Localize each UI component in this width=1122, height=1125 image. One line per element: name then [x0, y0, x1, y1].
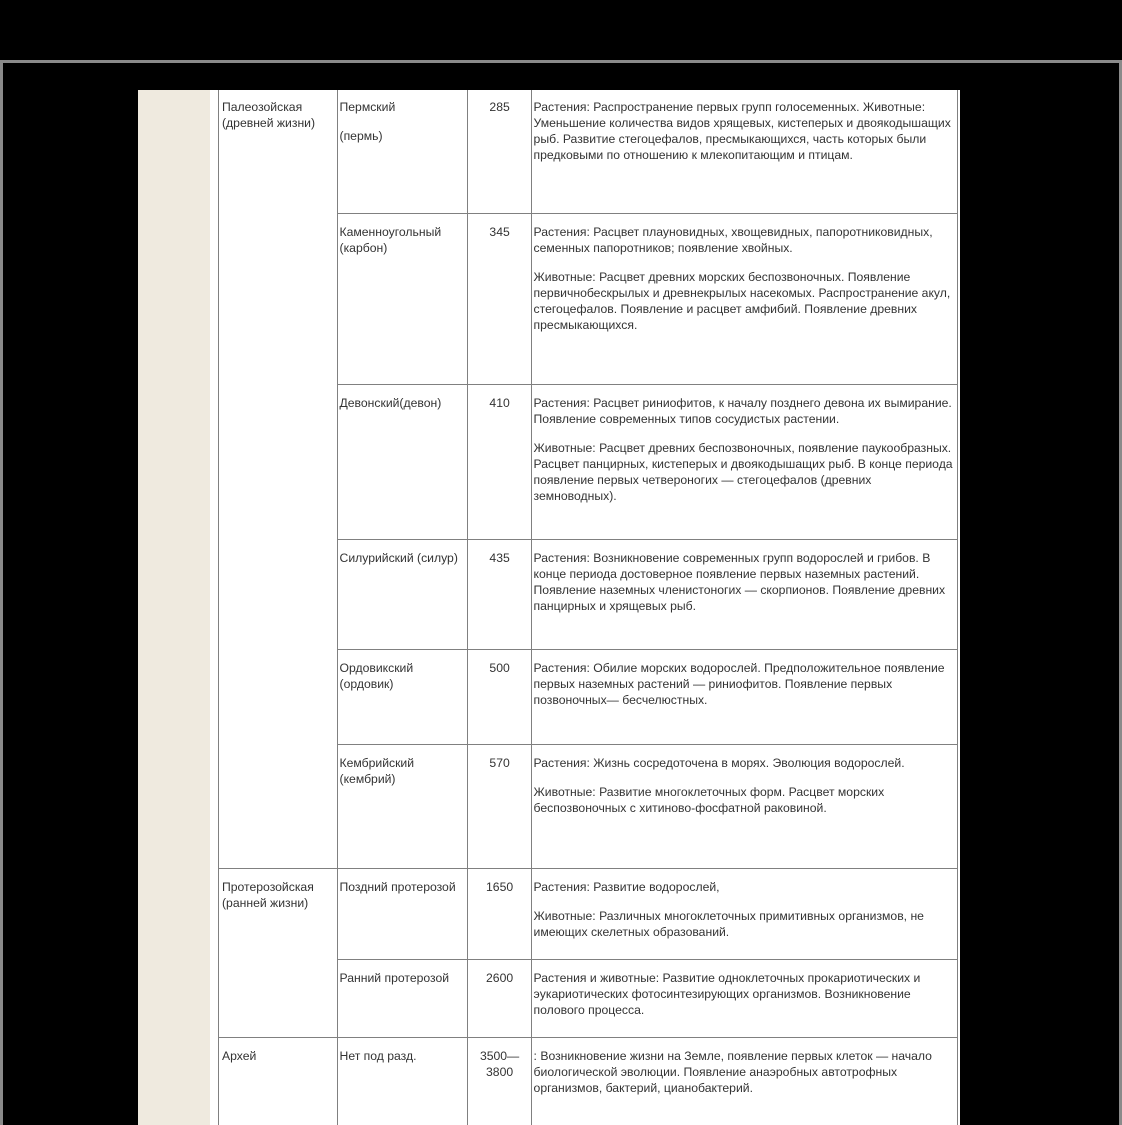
age-cell: 435	[467, 540, 531, 650]
era-cell	[219, 385, 338, 540]
period-cell: Поздний протерозой	[337, 869, 467, 960]
period-cell: Кембрийский (кембрий)	[337, 745, 467, 869]
era-cell: Протерозойская (ранней жизни)	[219, 869, 338, 960]
age-cell: 570	[467, 745, 531, 869]
period-cell: Ранний протерозой	[337, 960, 467, 1038]
description-text: Растения: Распространение первых групп голосеменных. Животные: Уменьшение количества видов хрящевых, кистеперых и двоякодышащих рыб. Развитие стегоцефалов, пресмыкающихся, часть которых были предковыми по отношению к млекопитающим и птицам.	[533, 100, 951, 162]
period-subname: (пермь)	[339, 129, 383, 143]
page-margin	[138, 90, 210, 1125]
description-cell	[531, 1038, 957, 1125]
era-cell	[219, 960, 338, 1038]
age-cell: 3500— 3800	[467, 1038, 531, 1125]
description-cell	[531, 650, 957, 745]
description-cell	[531, 869, 957, 960]
geologic-time-table	[218, 90, 958, 1125]
era-cell: Палеозойская (древней жизни)	[219, 90, 338, 214]
table-row	[219, 745, 958, 869]
description-animals: Животные: Различных многоклеточных примитивных организмов, не имеющих скелетных образований.	[533, 909, 924, 939]
era-cell: Архей	[219, 1038, 338, 1125]
period-cell: Ордовикский (ордовик)	[337, 650, 467, 745]
description-plants: Растения: Жизнь сосредоточена в морях. Эволюция водорослей.	[533, 756, 905, 770]
description-text: Растения: Возникновение современных групп водорослей и грибов. В конце периода достоверное появление первых наземных растений. Появление наземных членистоногих — скорпионов. Появление древних панцирных и хрящевых рыб.	[533, 551, 946, 613]
description-text: Растения: Обилие морских водорослей. Предположительное появление первых наземных растений — риниофитов. Появление первых позвоночных— бесчелюстных.	[533, 661, 945, 707]
description-cell	[531, 960, 957, 1038]
description-text: : Возникновение жизни на Земле, появление первых клеток — начало биологической эволюции. Появление анаэробных автотрофных организмов, бактерий, цианобактерий.	[533, 1049, 932, 1095]
table-row	[219, 385, 958, 540]
description-animals: Животные: Развитие многоклеточных форм. Расцвет морских беспозвоночных с хитиново-фосфатной раковиной.	[533, 785, 885, 815]
period-cell	[337, 90, 467, 214]
description-cell	[531, 214, 957, 385]
table-row	[219, 960, 958, 1038]
description-animals: Животные: Расцвет древних морских беспозвоночных. Появление первичнобескрылых и древнекрылых насекомых. Распространение акул, стегоцефалов. Появление и расцвет амфибий. Появление древних пресмыкающихся.	[533, 270, 951, 332]
description-text: Растения и животные: Развитие одноклеточных прокариотических и эукариотических фотосинтезирующих организмов. Возникновение полового процесса.	[533, 971, 921, 1017]
description-cell	[531, 90, 957, 214]
period-name: Пермский	[339, 100, 396, 114]
table-row	[219, 1038, 958, 1125]
description-cell	[531, 745, 957, 869]
period-cell: Силурийский (силур)	[337, 540, 467, 650]
era-cell	[219, 214, 338, 385]
age-cell: 500	[467, 650, 531, 745]
table-row	[219, 214, 958, 385]
age-cell: 1650	[467, 869, 531, 960]
table-row	[219, 869, 958, 960]
table-row	[219, 540, 958, 650]
era-cell	[219, 540, 338, 650]
description-animals: Животные: Расцвет древних беспозвоночных, появление паукообразных. Расцвет панцирных, кистеперых и двоякодышащих рыб. В конце периода появление первых четвероногих — стегоцефалов (древних земноводных).	[533, 441, 953, 503]
description-cell	[531, 540, 957, 650]
age-cell: 2600	[467, 960, 531, 1038]
document-page	[138, 90, 960, 1125]
age-cell: 285	[467, 90, 531, 214]
period-cell: Каменноугольный (карбон)	[337, 214, 467, 385]
description-plants: Растения: Расцвет плауновидных, хвощевидных, папоротниковидных, семенных папоротников; появление хвойных.	[533, 225, 933, 255]
age-cell: 410	[467, 385, 531, 540]
description-plants: Растения: Расцвет риниофитов, к началу позднего девона их вымирание. Появление современных типов сосудистых растении.	[533, 396, 952, 426]
period-cell: Девонский(девон)	[337, 385, 467, 540]
description-plants: Растения: Развитие водорослей,	[533, 880, 720, 894]
era-cell	[219, 745, 338, 869]
table-row	[219, 90, 958, 214]
table-row	[219, 650, 958, 745]
era-cell	[219, 650, 338, 745]
period-cell: Нет под разд.	[337, 1038, 467, 1125]
age-cell: 345	[467, 214, 531, 385]
description-cell	[531, 385, 957, 540]
